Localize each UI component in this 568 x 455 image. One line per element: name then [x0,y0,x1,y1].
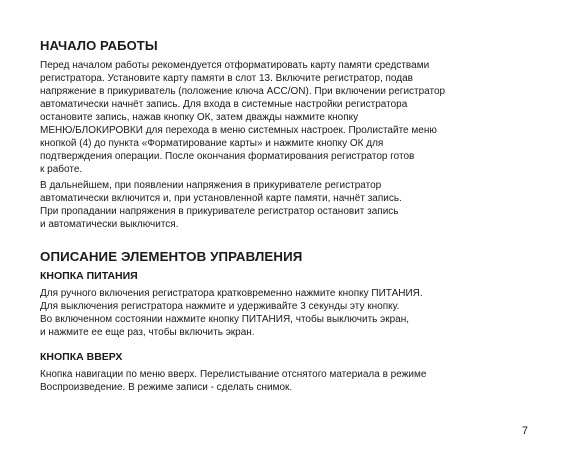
section-title-controls: ОПИСАНИЕ ЭЛЕМЕНТОВ УПРАВЛЕНИЯ [40,249,303,264]
text-line: МЕНЮ/БЛОКИРОВКИ для перехода в меню системных настроек. Пролистайте меню [40,125,437,136]
text-line: остановите запись, нажав кнопку ОК, затем дважды нажмите кнопку [40,112,359,123]
text-line: Во включенном состоянии нажмите кнопку ПИТАНИЯ, чтобы выключить экран, [40,314,410,325]
text-line: к работе. [40,164,83,175]
manual-page [40,38,540,394]
text-line: и нажмите ее еще раз, чтобы включить экран. [40,327,255,338]
text-line: автоматически включится и, при установленной карте памяти, начнёт запись. [40,193,402,204]
text-line: Для выключения регистратора нажмите и удерживайте 3 секунды эту кнопку. [40,301,400,312]
power-button-description [40,287,540,339]
text-line: Перед началом работы рекомендуется отформатировать карту памяти средствами [40,60,430,71]
text-line: В дальнейшем, при появлении напряжения в прикуривателе регистратор [40,180,382,191]
text-line: Для ручного включения регистратора кратковременно нажмите кнопку ПИТАНИЯ. [40,288,423,299]
section-title-getting-started: НАЧАЛО РАБОТЫ [40,38,158,53]
page-number: 7 [521,425,528,437]
up-button-description [40,368,540,394]
text-line: регистратора. Установите карту памяти в слот 13. Включите регистратор, подав [40,73,413,84]
text-line: и автоматически выключится. [40,219,179,230]
text-line: При пропадании напряжения в прикуривателе регистратор остановит запись [40,206,399,217]
text-line: Воспроизведение. В режиме записи - сделать снимок. [40,382,293,393]
text-line: автоматически начнёт запись. Для входа в системные настройки регистратора [40,99,408,110]
subsection-title-up-button: КНОПКА ВВЕРХ [40,351,123,363]
text-line: Кнопка навигации по меню вверх. Перелистывание отснятого материала в режиме [40,369,427,380]
subsection-title-power-button: КНОПКА ПИТАНИЯ [40,270,138,282]
getting-started-paragraph-1 [40,59,540,176]
text-line: подтверждения операции. После окончания форматирования регистратор готов [40,151,415,162]
text-line: кнопкой (4) до пункта «Форматирование карты» и нажмите кнопку ОК для [40,138,384,149]
text-line: напряжение в прикуриватель (положение ключа ACC/ON). При включении регистратор [40,86,446,97]
getting-started-paragraph-2 [40,179,540,231]
